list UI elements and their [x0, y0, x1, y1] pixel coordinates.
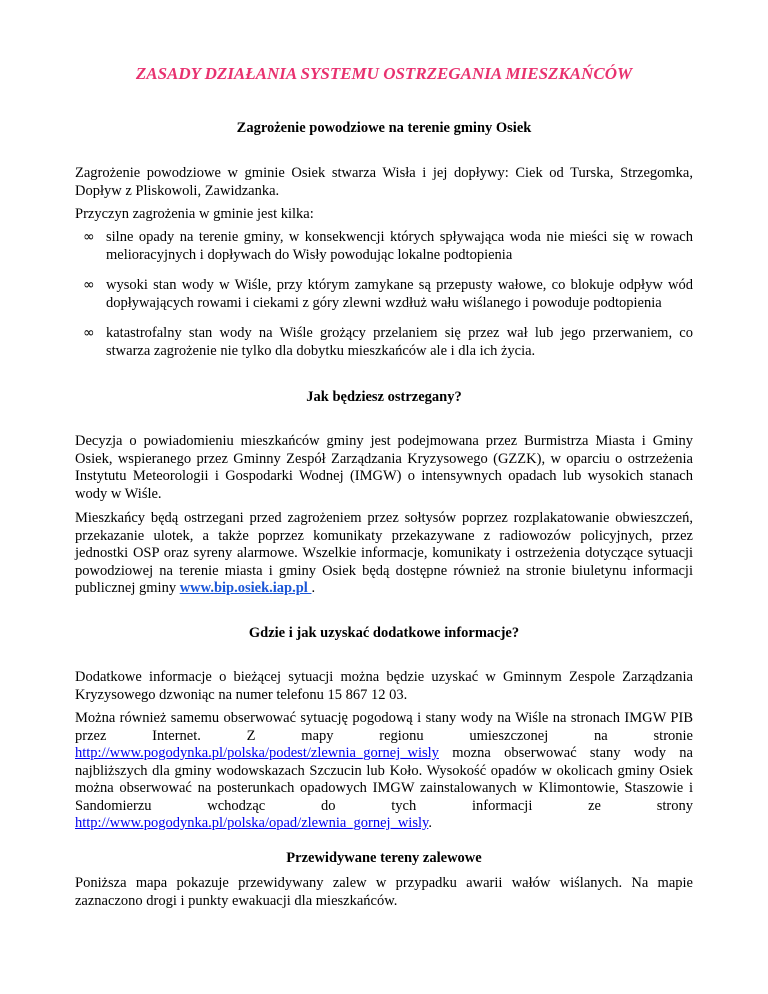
- imgw-text-b: mozna obserwować stany wody na najbliższych dla gminy wodowskazach Szczucin lub Koło. Wysokość opadów w okolicach gminy Osiek można obserwować na posterunkach opadowych IMGW zainstalowanych w Klimontowie, Staszowie i Sandomierzu wchodząc do tych informacji ze strony: [75, 745, 693, 814]
- warning-channels-text: Mieszkańcy będą ostrzegani przed zagrożeniem przez sołtysów poprzez rozplakatowanie obwieszczeń, przekazanie ulotek, a także poprzez komunikaty przekazywane z radiowozów policyjnych, przez jednostki OSP oraz syreny alarmowe. Wszelkie informacje, komunikaty i ostrzeżenia dotyczące sytuacji powodziowej na terenie miasta i gminy Osiek będą dostępne również na stronie biuletynu informacji publicznej gminy: [75, 510, 693, 596]
- document-title: ZASADY DZIAŁANIA SYSTEMU OSTRZEGANIA MIESZKAŃCÓW: [135, 64, 633, 83]
- pogodynka-opad-link[interactable]: http://www.pogodynka.pl/polska/opad/zlewnia_gornej_wisly: [75, 815, 429, 831]
- section-heading-flood-areas: Przewidywane tereny zalewowe: [286, 850, 482, 866]
- paragraph-phone-info: Dodatkowe informacje o bieżącej sytuacji można będzie uzyskać w Gminnym Zespole Zarządzania Kryzysowego dzwoniąc na numer telefonu 15 867 12 03.: [75, 669, 693, 703]
- imgw-text-end: .: [428, 815, 432, 831]
- section-heading-warning: Jak będziesz ostrzegany?: [306, 389, 462, 405]
- section-heading-more-info: Gdzie i jak uzyskać dodatkowe informacje?: [248, 625, 520, 641]
- bullet-icon: ∞: [83, 325, 95, 341]
- paragraph-map-info: Poniższa mapa pokazuje przewidywany zalew w przypadku awarii wałów wiślanych. Na mapie zaznaczono drogi i punkty ewakuacji dla mieszkańców.: [75, 875, 693, 909]
- paragraph-warning-channels: [75, 510, 693, 598]
- paragraph-flood-sources: Zagrożenie powodziowe w gminie Osiek stwarza Wisła i jej dopływy: Ciek od Turska, Strzegomka, Dopływ z Pliskowoli, Zawidzanka.: [75, 165, 693, 199]
- list-item: [75, 229, 693, 264]
- list-item-text: wysoki stan wody w Wiśle, przy którym zamykane są przepusty wałowe, co blokuje odpływ wód dopływających rowami i ciekami z góry zlewni wzdłuż wału wiślanego i powoduje podtopienia: [106, 277, 693, 311]
- paragraph-decision: Decyzja o powiadomieniu mieszkańców gminy jest podejmowana przez Burmistrza Miasta i Gminy Osiek, wspieranego przez Gminny Zespół Zarządzania Kryzysowego (GZZK), w oparciu o ostrzeżenia Instytutu Meteorologii i Gospodarki Wodnej (IMGW) o intensywnych opadach lub wysokich stanach wody w Wiśle.: [75, 433, 693, 502]
- list-item-text: silne opady na terenie gminy, w konsekwencji których spływająca woda nie mieści się w rowach melioracyjnych i dopływach do Wisły powodując lokalne podtopienia: [106, 229, 693, 263]
- warning-channels-end: .: [311, 580, 316, 596]
- section-heading-flood-threat: Zagrożenie powodziowe na terenie gminy Osiek: [236, 120, 532, 136]
- bip-link[interactable]: www.bip.osiek.iap.pl: [179, 580, 312, 596]
- bullet-icon: ∞: [83, 229, 95, 245]
- imgw-text-a: Można również samemu obserwować sytuację pogodową i stany wody na Wiśle na stronach IMGW PIB przez Internet. Z mapy regionu umieszczonej na stronie: [75, 710, 693, 744]
- paragraph-imgw-info: [75, 710, 693, 833]
- list-item-text: katastrofalny stan wody na Wiśle grożący przelaniem się przez wał lub jego przerwaniem, co stwarza zagrożenie nie tylko dla dobytku mieszkańców ale i dla ich życia.: [106, 325, 693, 359]
- pogodynka-podest-link[interactable]: http://www.pogodynka.pl/polska/podest/zlewnia_gornej_wisly: [75, 745, 439, 761]
- bullet-icon: ∞: [83, 277, 95, 293]
- paragraph-causes-intro: Przyczyn zagrożenia w gminie jest kilka:: [75, 206, 314, 222]
- causes-list: [75, 229, 693, 360]
- list-item: [75, 277, 693, 312]
- list-item: [75, 325, 693, 360]
